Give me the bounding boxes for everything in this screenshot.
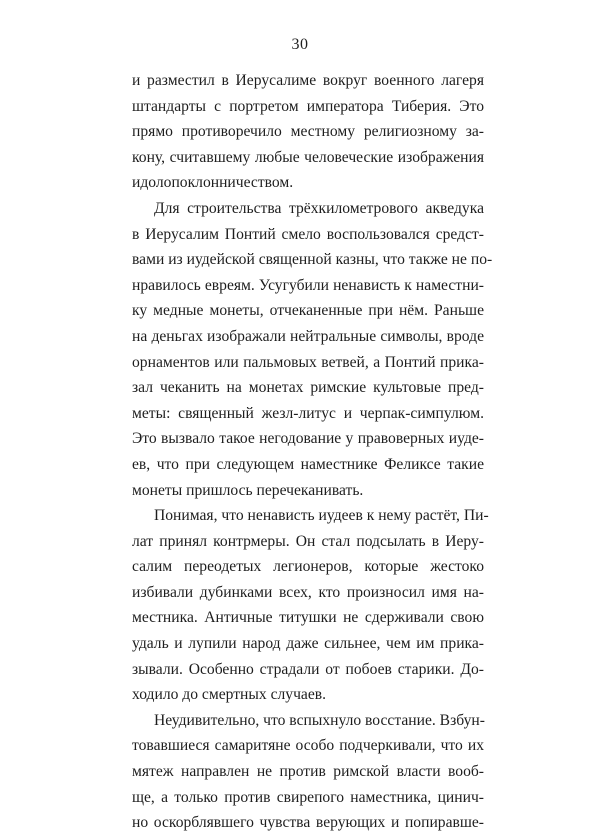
text-line: ев, что при следующем наместнике Феликсе такие	[132, 455, 484, 473]
text-line: зал чеканить на монетах римские культовые пред-	[132, 379, 484, 397]
text-line: местника. Античные титушки не сдерживали свою	[132, 609, 484, 627]
text-line: штандарты с портретом императора Тиберия. Это	[132, 97, 484, 115]
body-text	[132, 68, 493, 836]
text-line: Это вызвало такое негодование у правоверных иуде-	[132, 430, 484, 448]
text-line: идолопоклонничеством.	[132, 174, 294, 192]
text-line: в Иерусалим Понтий смело воспользовался средст-	[132, 225, 484, 243]
text-line: мятеж направлен не против римской власти вооб-	[132, 763, 484, 781]
text-line: вами из иудейской священной казны, что также не по-	[132, 251, 493, 269]
paragraph-4	[132, 708, 484, 836]
text-line: орнаментов или пальмовых ветвей, а Понтий прика-	[132, 353, 484, 371]
text-line: ку медные монеты, отчеканенные при нём. Раньше	[132, 302, 484, 320]
text-line: Для строительства трёхкилометрового акведука	[154, 199, 484, 217]
text-line: и разместил в Иерусалиме вокруг военного лагеря	[132, 72, 484, 89]
text-line: Неудивительно, что вспыхнуло восстание. Взбун-	[154, 711, 485, 729]
text-line: салим переодетых легионеров, которые жестоко	[132, 558, 484, 576]
text-line: лат принял контрмеры. Он стал подсылать в Иеру-	[132, 532, 484, 550]
text-line: нравилось евреям. Усугубили ненависть к наместни-	[132, 276, 484, 294]
text-line: Понимая, что ненависть иудеев к нему растёт, Пи-	[154, 507, 489, 525]
text-line: товавшиеся самаритяне особо подчеркивали, что их	[132, 737, 484, 755]
text-line: избивали дубинками всех, кто произносил имя на-	[132, 583, 484, 601]
text-line: на деньгах изображали нейтральные символы, вроде	[132, 327, 484, 345]
text-line: ходило до смертных случаев.	[132, 686, 327, 704]
text-line: но оскорблявшего чувства верующих и попиравше-	[132, 814, 484, 832]
text-line: прямо противоречило местному религиозному за-	[132, 123, 484, 141]
text-line: кону, считавшему любые человеческие изображения	[132, 148, 484, 166]
text-line: ще, а только против свирепого наместника, цинич-	[132, 788, 484, 806]
page-number: 30	[291, 36, 309, 53]
text-line: монеты пришлось перечеканивать.	[132, 481, 364, 499]
text-line: меты: священный жезл-литус и черпак-симпулюм.	[132, 404, 484, 422]
text-line: зывали. Особенно страдали от побоев старики. До-	[132, 660, 484, 678]
paragraph-2	[132, 196, 493, 503]
paragraph-3	[132, 503, 489, 708]
paragraph-1	[132, 68, 484, 196]
text-line: удаль и лупили народ даже сильнее, чем им прика-	[132, 635, 484, 653]
